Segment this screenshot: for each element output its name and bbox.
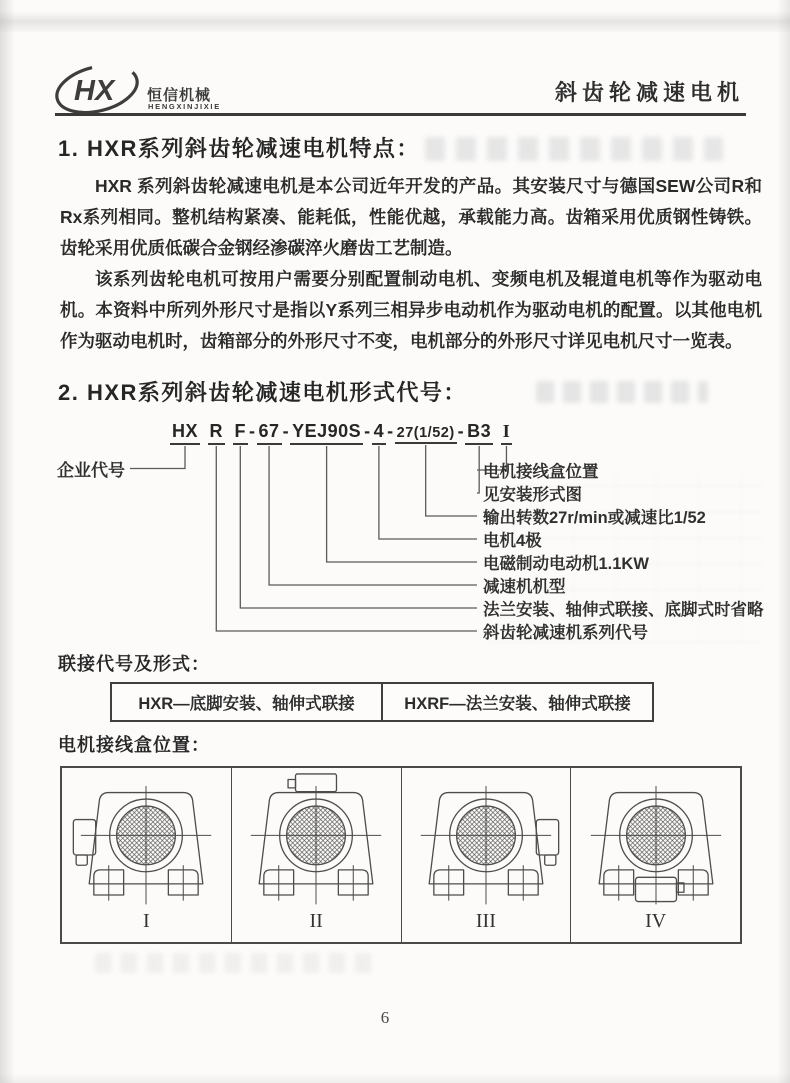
code-segment: I — [501, 421, 513, 445]
model-code — [170, 421, 512, 445]
show-through-ghost — [95, 953, 375, 973]
page-title: 斜齿轮减速电机 — [554, 80, 744, 105]
connection-cell-hxr: HXR—底脚安装、轴伸式联接 — [138, 695, 355, 713]
scan-edge-top — [0, 11, 790, 32]
company-logo-icon — [50, 56, 150, 120]
code-separator — [493, 421, 501, 442]
code-separator: - — [364, 421, 371, 441]
connection-heading: 联接代号及形式： — [58, 654, 210, 674]
code-callout-label: 电机4极 — [483, 532, 542, 550]
show-through-ghost — [425, 137, 723, 161]
code-separator: - — [457, 421, 465, 441]
junction-box-panel — [60, 766, 742, 944]
junction-box-heading: 电机接线盒位置： — [58, 735, 210, 755]
motor-diagram-cell — [401, 768, 571, 942]
logo-monogram: HX — [74, 75, 115, 107]
code-callout-label: 斜齿轮减速机系列代号 — [483, 624, 648, 642]
position-numeral: I — [143, 910, 150, 932]
paragraph: HXR 系列斜齿轮减速电机是本公司近年开发的产品。其安装尺寸与德国SEW公司R和Rx系列相同。整机结构紧凑、能耗低，性能优越，承载能力高。齿箱采用优质钢性铸铁。齿轮采用优质低碳合金钢经渗碳淬火磨齿工艺制造。 — [60, 176, 762, 258]
code-separator — [200, 421, 208, 442]
code-segment: YEJ90S — [290, 421, 363, 445]
code-segment: HX — [170, 421, 200, 445]
code-segment: 67 — [257, 421, 282, 445]
code-label-enterprise: 企业代号 — [57, 461, 125, 480]
code-segment: R — [208, 421, 226, 445]
code-segment: B3 — [465, 421, 493, 445]
company-name-en: HENGXINJIXIE — [148, 102, 221, 111]
code-segment: 27(1/52) — [395, 425, 457, 444]
code-separator: - — [387, 421, 394, 441]
code-segment: 4 — [372, 421, 387, 445]
position-numeral: II — [309, 910, 323, 932]
motor-diagram-cell — [570, 768, 740, 942]
connection-table — [110, 682, 654, 722]
position-numeral: III — [475, 910, 496, 932]
code-callout-label: 见安装形式图 — [483, 486, 582, 504]
code-segment: F — [233, 421, 249, 445]
header-rule — [55, 113, 746, 116]
code-separator: - — [249, 421, 256, 441]
motor-diagram-cell — [231, 768, 401, 942]
motor-diagram-cell — [62, 768, 231, 942]
code-callout-label: 电机接线盒位置 — [483, 463, 599, 481]
code-callout-label: 减速机机型 — [483, 578, 566, 596]
motor-rear-view-drawing — [406, 773, 566, 909]
motor-rear-view-drawing — [236, 773, 396, 909]
page-number: 6 — [380, 1008, 390, 1027]
features-text — [60, 171, 762, 357]
connection-cell-hxrf: HXRF—法兰安装、轴伸式联接 — [381, 684, 652, 720]
section1-heading: 1. HXR系列斜齿轮减速电机特点： — [58, 136, 420, 161]
show-through-ghost — [536, 381, 708, 403]
company-name-cn: 恒信机械 — [147, 87, 212, 104]
motor-rear-view-drawing — [576, 773, 736, 909]
code-callout-label: 法兰安装、轴伸式联接、底脚式时省略 — [483, 601, 764, 619]
motor-rear-view-drawing — [66, 773, 226, 909]
scan-edge-left — [0, 0, 15, 1083]
code-separator: - — [282, 421, 290, 441]
code-separator — [225, 421, 233, 442]
code-callout-label: 电磁制动电动机1.1KW — [483, 555, 649, 573]
section2-heading: 2. HXR系列斜齿轮减速电机形式代号： — [58, 380, 467, 405]
scan-edge-right — [777, 0, 790, 1083]
scan-edge-bottom — [0, 1073, 790, 1083]
code-callout-label: 输出转数27r/min或减速比1/52 — [483, 509, 706, 527]
position-numeral: IV — [645, 910, 667, 932]
paragraph: 该系列齿轮电机可按用户需要分别配置制动电机、变频电机及辊道电机等作为驱动电机。本资料中所列外形尺寸是指以Y系列三相异步电动机作为驱动电机的配置。以其他电机作为驱动电机时，齿箱部分的外形尺寸不变，电机部分的外形尺寸详见电机尺寸一览表。 — [60, 269, 762, 351]
